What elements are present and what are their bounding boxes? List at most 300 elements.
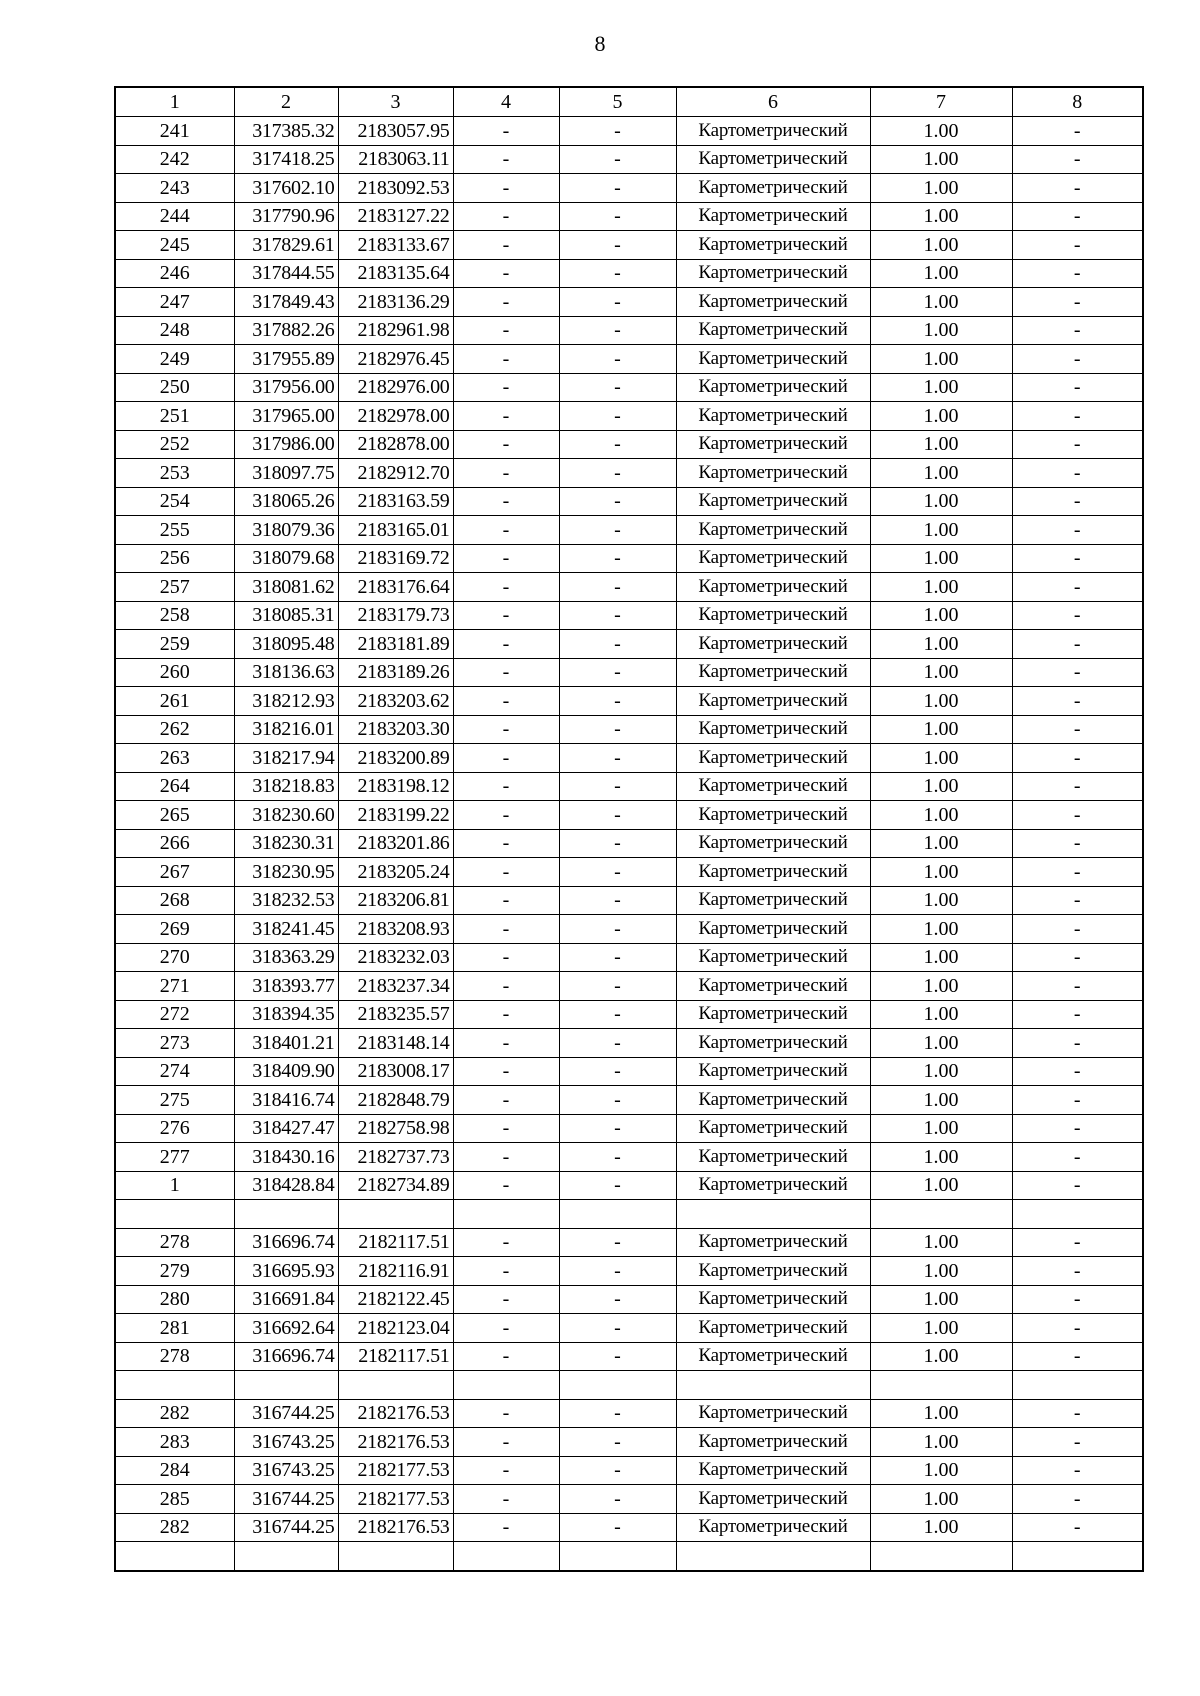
col-5-cell: - <box>559 487 676 516</box>
col-5-cell: - <box>559 145 676 174</box>
col-5-cell: - <box>559 202 676 231</box>
y-coordinate-cell: 2183199.22 <box>338 801 453 830</box>
table-row <box>115 1456 1143 1485</box>
x-coordinate-cell: 318212.93 <box>234 687 338 716</box>
point-number-cell: 244 <box>115 202 234 231</box>
point-number-cell: 282 <box>115 1513 234 1542</box>
col-8-cell: - <box>1012 288 1143 317</box>
y-coordinate-cell: 2183092.53 <box>338 174 453 203</box>
y-coordinate-cell: 2183206.81 <box>338 886 453 915</box>
col-8-cell: - <box>1012 1029 1143 1058</box>
col-8-cell: - <box>1012 1057 1143 1086</box>
x-coordinate-cell: 318401.21 <box>234 1029 338 1058</box>
point-number-cell: 243 <box>115 174 234 203</box>
method-cell: Картометрический <box>676 1143 870 1172</box>
x-coordinate-cell: 318232.53 <box>234 886 338 915</box>
col-8-cell: - <box>1012 829 1143 858</box>
col-8-cell: - <box>1012 231 1143 260</box>
table-row <box>115 1485 1143 1514</box>
y-coordinate-cell: 2183136.29 <box>338 288 453 317</box>
y-coordinate-cell: 2183235.57 <box>338 1000 453 1029</box>
point-number-cell: 283 <box>115 1428 234 1457</box>
point-number-cell <box>115 1371 234 1400</box>
x-coordinate-cell: 318230.95 <box>234 858 338 887</box>
col-8-cell: - <box>1012 145 1143 174</box>
x-coordinate-cell: 318230.31 <box>234 829 338 858</box>
accuracy-cell: 1.00 <box>870 1228 1012 1257</box>
col-8-cell: - <box>1012 972 1143 1001</box>
y-coordinate-cell: 2182976.45 <box>338 345 453 374</box>
col-4-cell <box>453 1200 559 1229</box>
accuracy-cell: 1.00 <box>870 1513 1012 1542</box>
col-5-cell: - <box>559 288 676 317</box>
col-4-cell: - <box>453 573 559 602</box>
table-row <box>115 487 1143 516</box>
method-cell: Картометрический <box>676 544 870 573</box>
method-cell: Картометрический <box>676 972 870 1001</box>
col-5-cell: - <box>559 1314 676 1343</box>
col-4-cell: - <box>453 1285 559 1314</box>
col-4-cell: - <box>453 886 559 915</box>
y-coordinate-cell: 2182758.98 <box>338 1114 453 1143</box>
x-coordinate-cell: 318097.75 <box>234 459 338 488</box>
x-coordinate-cell: 318430.16 <box>234 1143 338 1172</box>
method-cell: Картометрический <box>676 202 870 231</box>
y-coordinate-cell: 2183176.64 <box>338 573 453 602</box>
point-number-cell: 255 <box>115 516 234 545</box>
table-row <box>115 1371 1143 1400</box>
point-number-cell: 280 <box>115 1285 234 1314</box>
col-5-cell: - <box>559 658 676 687</box>
accuracy-cell: 1.00 <box>870 715 1012 744</box>
column-header-7: 7 <box>870 87 1012 117</box>
col-4-cell: - <box>453 1086 559 1115</box>
col-4-cell: - <box>453 1456 559 1485</box>
table-row <box>115 402 1143 431</box>
accuracy-cell: 1.00 <box>870 744 1012 773</box>
col-4-cell: - <box>453 1228 559 1257</box>
col-4-cell: - <box>453 259 559 288</box>
table-row <box>115 801 1143 830</box>
y-coordinate-cell: 2183237.34 <box>338 972 453 1001</box>
y-coordinate-cell: 2182122.45 <box>338 1285 453 1314</box>
x-coordinate-cell: 316744.25 <box>234 1399 338 1428</box>
table-row <box>115 1000 1143 1029</box>
x-coordinate-cell: 316696.74 <box>234 1342 338 1371</box>
col-8-cell <box>1012 1542 1143 1571</box>
col-4-cell: - <box>453 1057 559 1086</box>
table-row <box>115 117 1143 146</box>
col-8-cell: - <box>1012 630 1143 659</box>
col-5-cell: - <box>559 231 676 260</box>
col-8-cell: - <box>1012 573 1143 602</box>
y-coordinate-cell: 2183127.22 <box>338 202 453 231</box>
point-number-cell: 267 <box>115 858 234 887</box>
col-8-cell: - <box>1012 516 1143 545</box>
accuracy-cell: 1.00 <box>870 915 1012 944</box>
col-4-cell: - <box>453 1314 559 1343</box>
y-coordinate-cell: 2182116.91 <box>338 1257 453 1286</box>
point-number-cell: 265 <box>115 801 234 830</box>
col-5-cell: - <box>559 117 676 146</box>
method-cell: Картометрический <box>676 459 870 488</box>
col-5-cell: - <box>559 1143 676 1172</box>
method-cell: Картометрический <box>676 1057 870 1086</box>
accuracy-cell: 1.00 <box>870 658 1012 687</box>
table-row <box>115 886 1143 915</box>
point-number-cell: 258 <box>115 601 234 630</box>
method-cell: Картометрический <box>676 772 870 801</box>
table-row <box>115 1114 1143 1143</box>
col-4-cell: - <box>453 1029 559 1058</box>
accuracy-cell: 1.00 <box>870 288 1012 317</box>
col-5-cell: - <box>559 1114 676 1143</box>
accuracy-cell: 1.00 <box>870 1143 1012 1172</box>
col-8-cell: - <box>1012 715 1143 744</box>
point-number-cell: 271 <box>115 972 234 1001</box>
method-cell: Картометрический <box>676 231 870 260</box>
col-4-cell <box>453 1542 559 1571</box>
accuracy-cell: 1.00 <box>870 943 1012 972</box>
x-coordinate-cell <box>234 1542 338 1571</box>
col-4-cell: - <box>453 858 559 887</box>
table-row <box>115 630 1143 659</box>
col-8-cell: - <box>1012 601 1143 630</box>
method-cell: Картометрический <box>676 1399 870 1428</box>
col-8-cell: - <box>1012 772 1143 801</box>
coordinates-table <box>114 86 1144 1572</box>
x-coordinate-cell: 317829.61 <box>234 231 338 260</box>
accuracy-cell: 1.00 <box>870 345 1012 374</box>
col-4-cell: - <box>453 1143 559 1172</box>
col-8-cell: - <box>1012 1171 1143 1200</box>
table-row <box>115 772 1143 801</box>
col-5-cell: - <box>559 943 676 972</box>
method-cell: Картометрический <box>676 345 870 374</box>
table-row <box>115 601 1143 630</box>
col-4-cell: - <box>453 402 559 431</box>
y-coordinate-cell: 2182878.00 <box>338 430 453 459</box>
x-coordinate-cell: 317965.00 <box>234 402 338 431</box>
col-5-cell: - <box>559 1257 676 1286</box>
col-5-cell: - <box>559 259 676 288</box>
col-8-cell: - <box>1012 430 1143 459</box>
x-coordinate-cell: 318216.01 <box>234 715 338 744</box>
col-4-cell <box>453 1371 559 1400</box>
col-5-cell: - <box>559 430 676 459</box>
accuracy-cell: 1.00 <box>870 1171 1012 1200</box>
x-coordinate-cell: 318218.83 <box>234 772 338 801</box>
accuracy-cell: 1.00 <box>870 1285 1012 1314</box>
method-cell: Картометрический <box>676 1314 870 1343</box>
table-row <box>115 373 1143 402</box>
col-5-cell: - <box>559 1086 676 1115</box>
table-row <box>115 1428 1143 1457</box>
x-coordinate-cell: 317385.32 <box>234 117 338 146</box>
point-number-cell <box>115 1542 234 1571</box>
col-5-cell: - <box>559 772 676 801</box>
col-8-cell: - <box>1012 345 1143 374</box>
point-number-cell: 249 <box>115 345 234 374</box>
col-4-cell: - <box>453 516 559 545</box>
table-row <box>115 259 1143 288</box>
x-coordinate-cell: 318085.31 <box>234 601 338 630</box>
point-number-cell: 281 <box>115 1314 234 1343</box>
y-coordinate-cell: 2183008.17 <box>338 1057 453 1086</box>
col-8-cell: - <box>1012 744 1143 773</box>
method-cell: Картометрический <box>676 1228 870 1257</box>
col-8-cell: - <box>1012 373 1143 402</box>
table-row <box>115 459 1143 488</box>
x-coordinate-cell: 317602.10 <box>234 174 338 203</box>
col-5-cell: - <box>559 373 676 402</box>
table-row <box>115 972 1143 1001</box>
col-5-cell: - <box>559 1228 676 1257</box>
col-8-cell: - <box>1012 1314 1143 1343</box>
x-coordinate-cell: 318079.68 <box>234 544 338 573</box>
method-cell: Картометрический <box>676 1257 870 1286</box>
x-coordinate-cell: 316744.25 <box>234 1485 338 1514</box>
y-coordinate-cell: 2182176.53 <box>338 1399 453 1428</box>
point-number-cell: 285 <box>115 1485 234 1514</box>
y-coordinate-cell: 2183203.30 <box>338 715 453 744</box>
y-coordinate-cell: 2183133.67 <box>338 231 453 260</box>
col-8-cell: - <box>1012 1399 1143 1428</box>
x-coordinate-cell: 318393.77 <box>234 972 338 1001</box>
col-4-cell: - <box>453 117 559 146</box>
x-coordinate-cell: 318081.62 <box>234 573 338 602</box>
col-5-cell: - <box>559 573 676 602</box>
table-row <box>115 544 1143 573</box>
table-row <box>115 1285 1143 1314</box>
col-8-cell: - <box>1012 1228 1143 1257</box>
method-cell: Картометрический <box>676 573 870 602</box>
col-4-cell: - <box>453 459 559 488</box>
y-coordinate-cell: 2183181.89 <box>338 630 453 659</box>
y-coordinate-cell: 2183148.14 <box>338 1029 453 1058</box>
table-row <box>115 1143 1143 1172</box>
method-cell: Картометрический <box>676 1086 870 1115</box>
x-coordinate-cell: 317849.43 <box>234 288 338 317</box>
col-4-cell: - <box>453 744 559 773</box>
accuracy-cell: 1.00 <box>870 972 1012 1001</box>
table-row <box>115 1314 1143 1343</box>
point-number-cell: 246 <box>115 259 234 288</box>
x-coordinate-cell: 316744.25 <box>234 1513 338 1542</box>
point-number-cell: 247 <box>115 288 234 317</box>
col-5-cell: - <box>559 886 676 915</box>
y-coordinate-cell: 2182177.53 <box>338 1485 453 1514</box>
x-coordinate-cell: 316691.84 <box>234 1285 338 1314</box>
x-coordinate-cell: 317955.89 <box>234 345 338 374</box>
table-row <box>115 658 1143 687</box>
method-cell: Картометрический <box>676 715 870 744</box>
col-4-cell: - <box>453 316 559 345</box>
col-4-cell: - <box>453 943 559 972</box>
col-5-cell: - <box>559 687 676 716</box>
y-coordinate-cell: 2183135.64 <box>338 259 453 288</box>
col-4-cell: - <box>453 601 559 630</box>
accuracy-cell: 1.00 <box>870 259 1012 288</box>
col-4-cell: - <box>453 288 559 317</box>
method-cell: Картометрический <box>676 516 870 545</box>
point-number-cell: 259 <box>115 630 234 659</box>
x-coordinate-cell: 318065.26 <box>234 487 338 516</box>
accuracy-cell: 1.00 <box>870 886 1012 915</box>
col-5-cell: - <box>559 1456 676 1485</box>
x-coordinate-cell: 318095.48 <box>234 630 338 659</box>
accuracy-cell: 1.00 <box>870 858 1012 887</box>
col-8-cell: - <box>1012 402 1143 431</box>
col-8-cell: - <box>1012 117 1143 146</box>
accuracy-cell: 1.00 <box>870 487 1012 516</box>
col-8-cell: - <box>1012 1342 1143 1371</box>
col-5-cell: - <box>559 1428 676 1457</box>
y-coordinate-cell: 2182176.53 <box>338 1513 453 1542</box>
method-cell: Картометрический <box>676 744 870 773</box>
column-header-2: 2 <box>234 87 338 117</box>
col-8-cell: - <box>1012 1456 1143 1485</box>
x-coordinate-cell: 318394.35 <box>234 1000 338 1029</box>
point-number-cell: 279 <box>115 1257 234 1286</box>
col-8-cell: - <box>1012 1257 1143 1286</box>
accuracy-cell: 1.00 <box>870 145 1012 174</box>
col-4-cell: - <box>453 715 559 744</box>
col-4-cell: - <box>453 772 559 801</box>
accuracy-cell <box>870 1542 1012 1571</box>
point-number-cell: 269 <box>115 915 234 944</box>
col-5-cell: - <box>559 316 676 345</box>
method-cell: Картометрический <box>676 1029 870 1058</box>
accuracy-cell: 1.00 <box>870 1257 1012 1286</box>
method-cell: Картометрический <box>676 259 870 288</box>
col-8-cell: - <box>1012 1428 1143 1457</box>
accuracy-cell: 1.00 <box>870 1314 1012 1343</box>
col-8-cell: - <box>1012 658 1143 687</box>
accuracy-cell: 1.00 <box>870 829 1012 858</box>
table-row <box>115 915 1143 944</box>
col-4-cell: - <box>453 1342 559 1371</box>
col-8-cell: - <box>1012 174 1143 203</box>
method-cell: Картометрический <box>676 430 870 459</box>
col-5-cell: - <box>559 601 676 630</box>
accuracy-cell: 1.00 <box>870 516 1012 545</box>
point-number-cell: 251 <box>115 402 234 431</box>
accuracy-cell: 1.00 <box>870 630 1012 659</box>
accuracy-cell: 1.00 <box>870 573 1012 602</box>
point-number-cell: 256 <box>115 544 234 573</box>
col-8-cell: - <box>1012 801 1143 830</box>
point-number-cell: 266 <box>115 829 234 858</box>
col-5-cell: - <box>559 630 676 659</box>
table-header <box>115 87 1143 117</box>
accuracy-cell: 1.00 <box>870 174 1012 203</box>
method-cell: Картометрический <box>676 402 870 431</box>
accuracy-cell: 1.00 <box>870 687 1012 716</box>
y-coordinate-cell: 2183205.24 <box>338 858 453 887</box>
method-cell: Картометрический <box>676 658 870 687</box>
col-4-cell: - <box>453 487 559 516</box>
point-number-cell: 273 <box>115 1029 234 1058</box>
method-cell: Картометрический <box>676 1428 870 1457</box>
x-coordinate-cell: 316692.64 <box>234 1314 338 1343</box>
col-8-cell: - <box>1012 1513 1143 1542</box>
point-number-cell: 1 <box>115 1171 234 1200</box>
table-row <box>115 858 1143 887</box>
table-row <box>115 174 1143 203</box>
point-number-cell: 262 <box>115 715 234 744</box>
point-number-cell: 282 <box>115 1399 234 1428</box>
col-4-cell: - <box>453 231 559 260</box>
accuracy-cell: 1.00 <box>870 1114 1012 1143</box>
table-row <box>115 943 1143 972</box>
point-number-cell: 272 <box>115 1000 234 1029</box>
col-5-cell: - <box>559 1285 676 1314</box>
x-coordinate-cell: 318241.45 <box>234 915 338 944</box>
x-coordinate-cell: 317986.00 <box>234 430 338 459</box>
table-row <box>115 1542 1143 1571</box>
y-coordinate-cell: 2182848.79 <box>338 1086 453 1115</box>
accuracy-cell: 1.00 <box>870 1342 1012 1371</box>
column-header-6: 6 <box>676 87 870 117</box>
y-coordinate-cell: 2183063.11 <box>338 145 453 174</box>
accuracy-cell: 1.00 <box>870 430 1012 459</box>
x-coordinate-cell <box>234 1200 338 1229</box>
col-8-cell: - <box>1012 202 1143 231</box>
point-number-cell: 248 <box>115 316 234 345</box>
col-5-cell: - <box>559 1513 676 1542</box>
table-row <box>115 687 1143 716</box>
col-4-cell: - <box>453 1428 559 1457</box>
accuracy-cell: 1.00 <box>870 544 1012 573</box>
accuracy-cell: 1.00 <box>870 801 1012 830</box>
y-coordinate-cell: 2183057.95 <box>338 117 453 146</box>
point-number-cell: 278 <box>115 1228 234 1257</box>
x-coordinate-cell: 317418.25 <box>234 145 338 174</box>
x-coordinate-cell: 317956.00 <box>234 373 338 402</box>
method-cell: Картометрический <box>676 316 870 345</box>
col-4-cell: - <box>453 1171 559 1200</box>
table-row <box>115 345 1143 374</box>
col-5-cell <box>559 1371 676 1400</box>
col-4-cell: - <box>453 915 559 944</box>
point-number-cell: 252 <box>115 430 234 459</box>
point-number-cell: 284 <box>115 1456 234 1485</box>
method-cell: Картометрический <box>676 829 870 858</box>
x-coordinate-cell: 317882.26 <box>234 316 338 345</box>
y-coordinate-cell: 2182123.04 <box>338 1314 453 1343</box>
y-coordinate-cell: 2183179.73 <box>338 601 453 630</box>
x-coordinate-cell: 318079.36 <box>234 516 338 545</box>
method-cell: Картометрический <box>676 1000 870 1029</box>
y-coordinate-cell: 2183208.93 <box>338 915 453 944</box>
col-8-cell: - <box>1012 1114 1143 1143</box>
table-row <box>115 1399 1143 1428</box>
method-cell: Картометрический <box>676 858 870 887</box>
col-5-cell <box>559 1200 676 1229</box>
col-5-cell: - <box>559 744 676 773</box>
col-5-cell: - <box>559 1171 676 1200</box>
x-coordinate-cell: 318427.47 <box>234 1114 338 1143</box>
point-number-cell: 276 <box>115 1114 234 1143</box>
table-row <box>115 829 1143 858</box>
accuracy-cell: 1.00 <box>870 1029 1012 1058</box>
y-coordinate-cell: 2182912.70 <box>338 459 453 488</box>
col-5-cell <box>559 1542 676 1571</box>
accuracy-cell <box>870 1371 1012 1400</box>
method-cell: Картометрический <box>676 1513 870 1542</box>
col-8-cell: - <box>1012 886 1143 915</box>
